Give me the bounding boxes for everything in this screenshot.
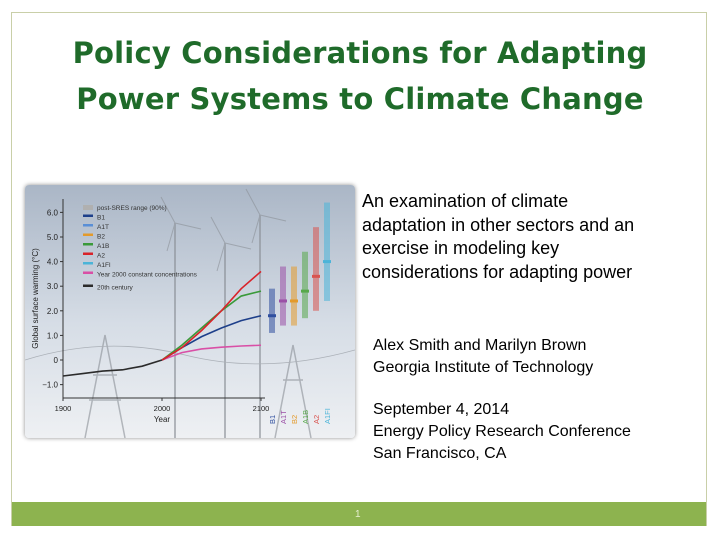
title-line-2: Power Systems to Climate Change: [76, 82, 644, 116]
range-bar-b1: [269, 289, 275, 333]
range-label-a2: A2: [312, 414, 321, 424]
title-line-1: Policy Considerations for Adapting: [72, 36, 648, 70]
y-tick-label: 3.0: [46, 282, 58, 292]
y-tick-label: 4.0: [46, 257, 58, 267]
y-tick-label: −1.0: [42, 380, 58, 390]
legend-label: A2: [97, 252, 105, 260]
range-mid-b1: [268, 314, 276, 317]
x-tick-label: 1900: [54, 404, 72, 413]
slide-title: [20, 30, 700, 122]
y-tick-label: 6.0: [46, 208, 58, 218]
authors-block: [373, 335, 593, 378]
event-block: [373, 399, 631, 465]
event-date: September 4, 2014: [373, 401, 510, 418]
x-tick-label: 2100: [252, 404, 270, 413]
legend-label: post-SRES range (90%): [97, 205, 167, 212]
y-tick-label: 0: [53, 356, 58, 366]
range-mid-a1b: [301, 290, 309, 293]
author-names: Alex Smith and Marilyn Brown: [373, 337, 587, 354]
range-mid-a1t: [279, 299, 287, 302]
range-label-a1t: A1T: [279, 410, 288, 424]
range-label-b2: B2: [290, 414, 299, 424]
legend-swatch: [83, 224, 93, 227]
x-axis-label: Year: [153, 415, 171, 424]
range-bar-a1t: [280, 267, 286, 326]
range-bar-a2: [313, 227, 319, 311]
legend-swatch: [83, 205, 93, 210]
range-bar-a1fi: [324, 203, 330, 301]
range-bar-a1b: [302, 252, 308, 318]
legend-label: 20th century: [97, 284, 133, 292]
legend-swatch: [83, 243, 93, 246]
subtitle-line-3: exercise in modeling key: [362, 238, 560, 258]
y-tick-label: 2.0: [46, 306, 58, 316]
author-affiliation: Georgia Institute of Technology: [373, 358, 594, 376]
legend-label: A1FI: [97, 262, 111, 269]
legend-swatch: [83, 215, 93, 218]
event-location: San Francisco, CA: [373, 445, 507, 462]
slide-subtitle: [362, 190, 702, 284]
range-label-b1: B1: [268, 414, 277, 424]
subtitle-line-4: considerations for adapting power: [362, 261, 633, 282]
range-label-a1b: A1B: [301, 409, 310, 424]
legend-label: B1: [97, 214, 105, 222]
legend-label: A1T: [97, 224, 109, 231]
legend-swatch: [83, 234, 93, 237]
range-mid-a1fi: [323, 260, 331, 263]
legend-swatch: [83, 272, 93, 275]
slide-number: 1: [355, 509, 361, 520]
y-tick-label: 1.0: [46, 331, 58, 341]
range-mid-b2: [290, 299, 298, 302]
climate-projection-figure: [25, 185, 355, 438]
y-tick-label: 5.0: [46, 232, 58, 242]
range-mid-a2: [312, 275, 320, 278]
subtitle-line-2: adaptation in other sectors and an: [362, 214, 635, 235]
legend-label: A1B: [97, 243, 110, 250]
legend-swatch: [83, 262, 93, 265]
warming-chart: [25, 185, 355, 438]
legend-label: Year 2000 constant concentrations: [97, 271, 197, 279]
legend-swatch: [83, 253, 93, 256]
y-axis-label: Global surface warming (°C): [31, 248, 40, 349]
x-tick-label: 2000: [153, 404, 171, 413]
subtitle-line-1: An examination of climate: [362, 191, 569, 211]
range-bar-b2: [291, 267, 297, 326]
event-name: Energy Policy Research Conference: [373, 423, 631, 440]
legend-label: B2: [97, 233, 105, 241]
legend-swatch: [83, 285, 93, 288]
range-label-a1fi: A1FI: [323, 408, 332, 424]
